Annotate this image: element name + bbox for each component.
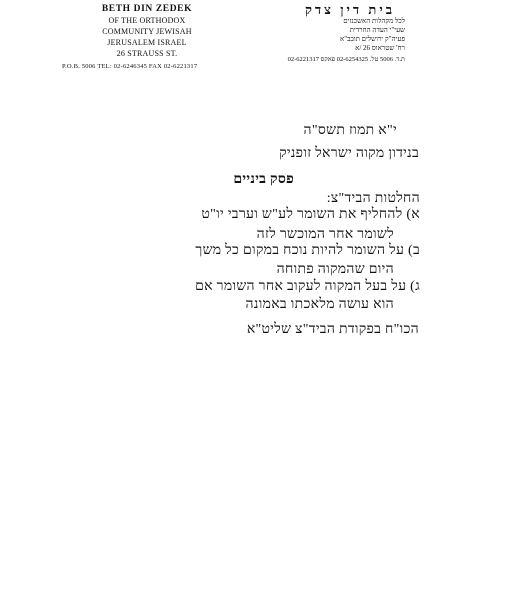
contact-line-english: P.O.B. 5006 TEL: 02-6246345 FAX 02-6221317	[62, 63, 198, 70]
letter-subject: בנידון מקוה ישראל זופניק	[279, 146, 419, 161]
letterhead-line: לכל מקהלות האשכנזים	[343, 17, 405, 25]
letterhead-hebrew	[287, 2, 405, 64]
letter-title: פסק ביניים	[233, 172, 294, 187]
decision-item: ב) על השומר להיות נוכח במקום כל משך	[195, 243, 420, 258]
decisions-heading: החלטות הביד"צ:	[326, 191, 420, 206]
decision-item-continuation: היום שהמקוה פתוחה	[276, 262, 394, 277]
letterhead-line: 26 STRAUSS ST.	[116, 49, 178, 58]
signature-line: הכו"ח בפקודת הביד"צ שליט"א	[246, 322, 419, 337]
letterhead-line: OF THE ORTHODOX	[108, 16, 186, 25]
letterhead-line: רח' שטראוס 26 /א	[355, 44, 405, 52]
letterhead-line: שעי"י העדה החרדית	[349, 26, 405, 34]
decision-item-continuation: הוא עושה מלאכתו באמונה	[245, 297, 394, 312]
decision-item: א) להחליף את השומר לע"ש וערבי יו"ט	[201, 207, 420, 222]
letterhead-line: JERUSALEM ISRAEL	[107, 38, 187, 47]
court-name-hebrew: בית דין צדק	[304, 2, 396, 17]
letter-date: י"א תמוז תשס"ה	[303, 123, 397, 138]
letterhead-line: פעיה"ק ירושלים תובב"א	[340, 35, 405, 43]
decision-item: ג) על בעל המקוה לעקוב אחר השומר אם	[195, 279, 420, 294]
court-name-english: BETH DIN ZEDEK	[101, 4, 193, 14]
letterhead-english	[62, 4, 232, 72]
decision-item-continuation: לשומר אחר המוכשר לזה	[256, 227, 394, 242]
letterhead-line: COMMUNITY JEWISAH	[102, 27, 192, 36]
contact-line-hebrew: ת.ד. 5006 טל. 02-6254325 פאקס 02-6221317	[287, 56, 405, 63]
